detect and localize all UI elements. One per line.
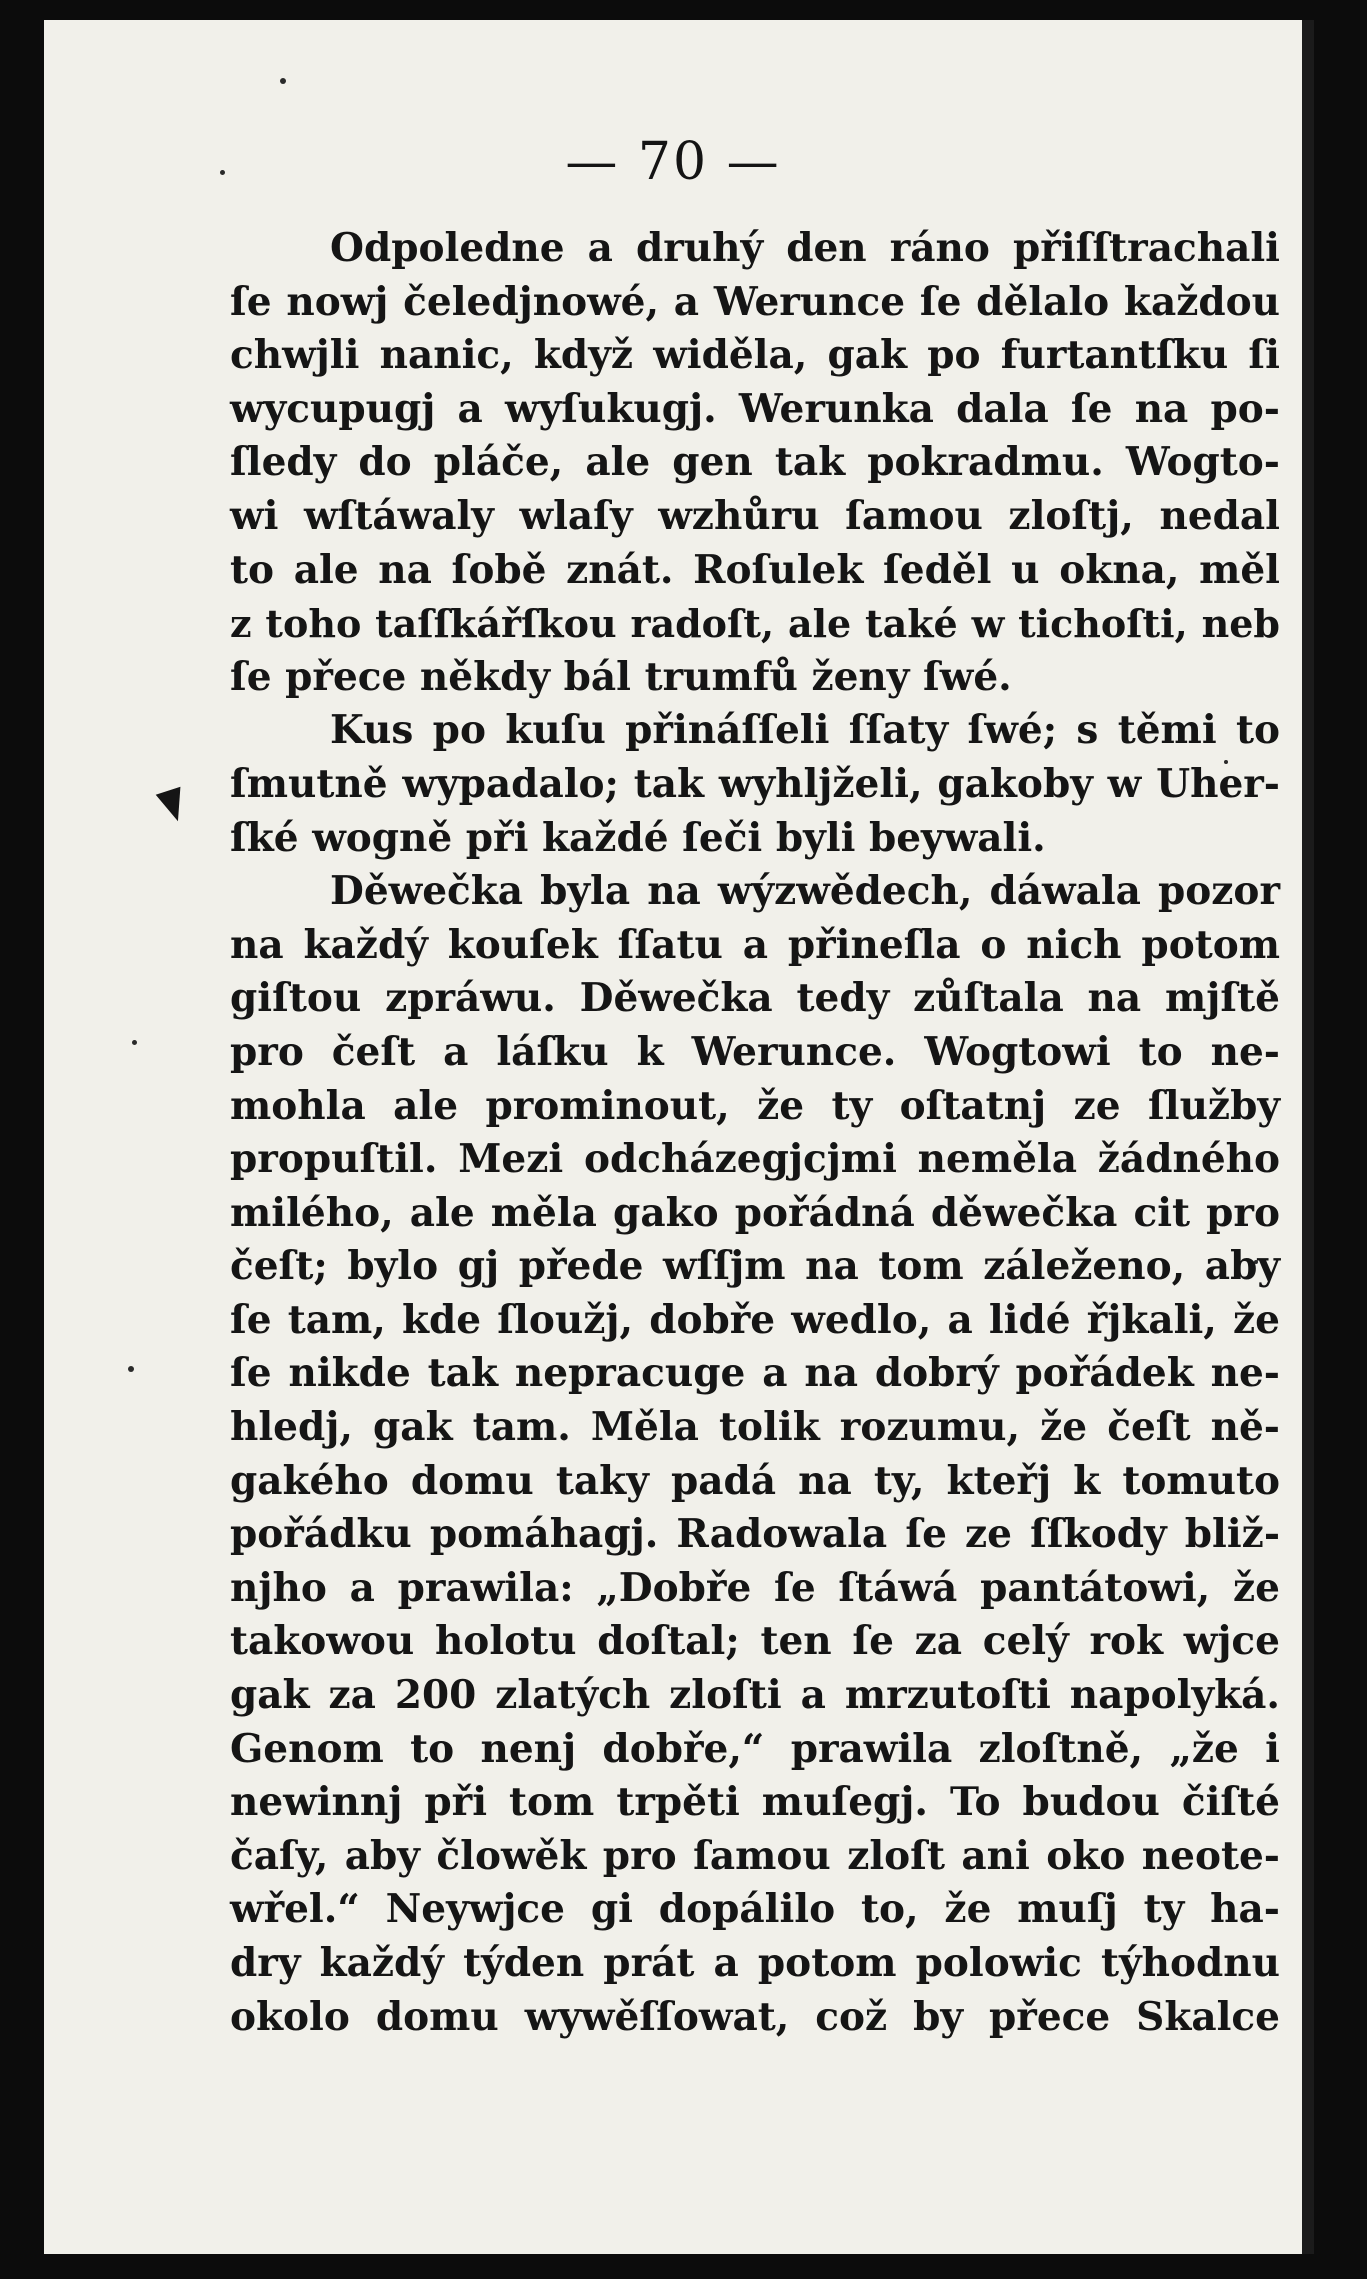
text-line: chwjli nanic, když widěla, gak po furtantſku ſi [230, 332, 1280, 379]
body-text [230, 222, 1280, 2044]
text-line: ſe nowj čeledjnowé, a Werunce ſe dělalo každou [230, 278, 1280, 325]
text-line: wi wſtáwaly wlaſy wzhůru ſamou zloſtj, nedal [230, 492, 1280, 539]
text-line: pro čeſt a láſku k Werunce. Wogtowi to ne- [230, 1028, 1280, 1075]
text-line: wřel.“ Neywjce gi dopálilo to, že muſj ty ha- [230, 1886, 1280, 1933]
text-line: ſké wogně při každé ſeči byli beywali. [230, 814, 1046, 861]
text-line: dry každý týden prát a potom polowic týhodnu [230, 1940, 1280, 1986]
text-line: Genom to nenj dobře,“ prawila zloſtně, „že i [230, 1725, 1280, 1772]
text-line: ſe tam, kde ſloužj, dobře wedlo, a lidé řjkali, že [230, 1296, 1280, 1343]
text-line: ſmutně wypadalo; tak wyhljželi, gakoby w Uher- [230, 760, 1280, 807]
print-speck [128, 1366, 134, 1372]
text-line: mohla ale prominout, že ty oſtatnj ze ſlužby [230, 1082, 1280, 1129]
text-line: ſe přece někdy bál trumfů ženy ſwé. [230, 653, 1012, 700]
text-line: Děwečka byla na wýzwědech, dáwala pozor [330, 868, 1280, 915]
text-line: takowou holotu doſtal; ten ſe za celý rok wjce [230, 1618, 1280, 1665]
text-line: wycupugj a wyſukugj. Werunka dala ſe na po- [230, 385, 1280, 432]
text-line: čaſy, aby člowěk pro ſamou zloſt ani oko neote- [230, 1832, 1280, 1879]
text-line: hledj, gak tam. Měla tolik rozumu, že čeſt ně- [230, 1404, 1280, 1451]
text-line: na každý kouſek ſſatu a přineſla o nich potom [230, 921, 1280, 968]
page-number: — 70 — [565, 132, 781, 192]
text-line: ſledy do pláče, ale gen tak pokradmu. Wogto- [230, 439, 1280, 486]
text-line: Odpoledne a druhý den ráno přiſſtrachali [330, 225, 1280, 271]
print-speck [280, 78, 286, 84]
text-line: milého, ale měla gako pořádná děwečka cit pro [230, 1189, 1280, 1236]
text-line: čeſt; bylo gj přede wſſjm na tom záleženo, aby [230, 1243, 1280, 1290]
text-line: giſtou zpráwu. Děwečka tedy zůſtala na mjſtě [230, 975, 1280, 1022]
text-line: njho a prawila: „Dobře ſe ſtáwá pantátowi, že [230, 1564, 1280, 1611]
text-line: Kus po kuſu přináſſeli ſſaty ſwé; s těmi to [330, 707, 1280, 754]
text-line: ſe nikde tak nepracuge a na dobrý pořádek ne- [230, 1350, 1280, 1397]
text-line: z toho taſſkářſkou radoſt, ale také w tichoſti, neb [230, 601, 1280, 647]
text-line: newinnj při tom trpěti muſegj. To budou čiſté [230, 1779, 1280, 1826]
text-line: pořádku pomáhagj. Radowala ſe ze ſſkody bliž- [230, 1511, 1280, 1558]
book-page [44, 20, 1314, 2254]
text-line: okolo domu wywěſſowat, což by přece Skalce [230, 1993, 1280, 2040]
text-line: propuſtil. Mezi odcházegjcjmi neměla žádného [230, 1136, 1280, 1183]
text-line: gak za 200 zlatých zloſti a mrzutoſti napolyká. [230, 1672, 1280, 1719]
text-line: gakého domu taky padá na ty, kteřj k tomuto [230, 1457, 1280, 1504]
margin-ink-mark [156, 787, 191, 825]
print-speck [132, 1040, 137, 1045]
text-line: to ale na ſobě znát. Roſulek ſeděl u okna, měl [230, 546, 1280, 593]
